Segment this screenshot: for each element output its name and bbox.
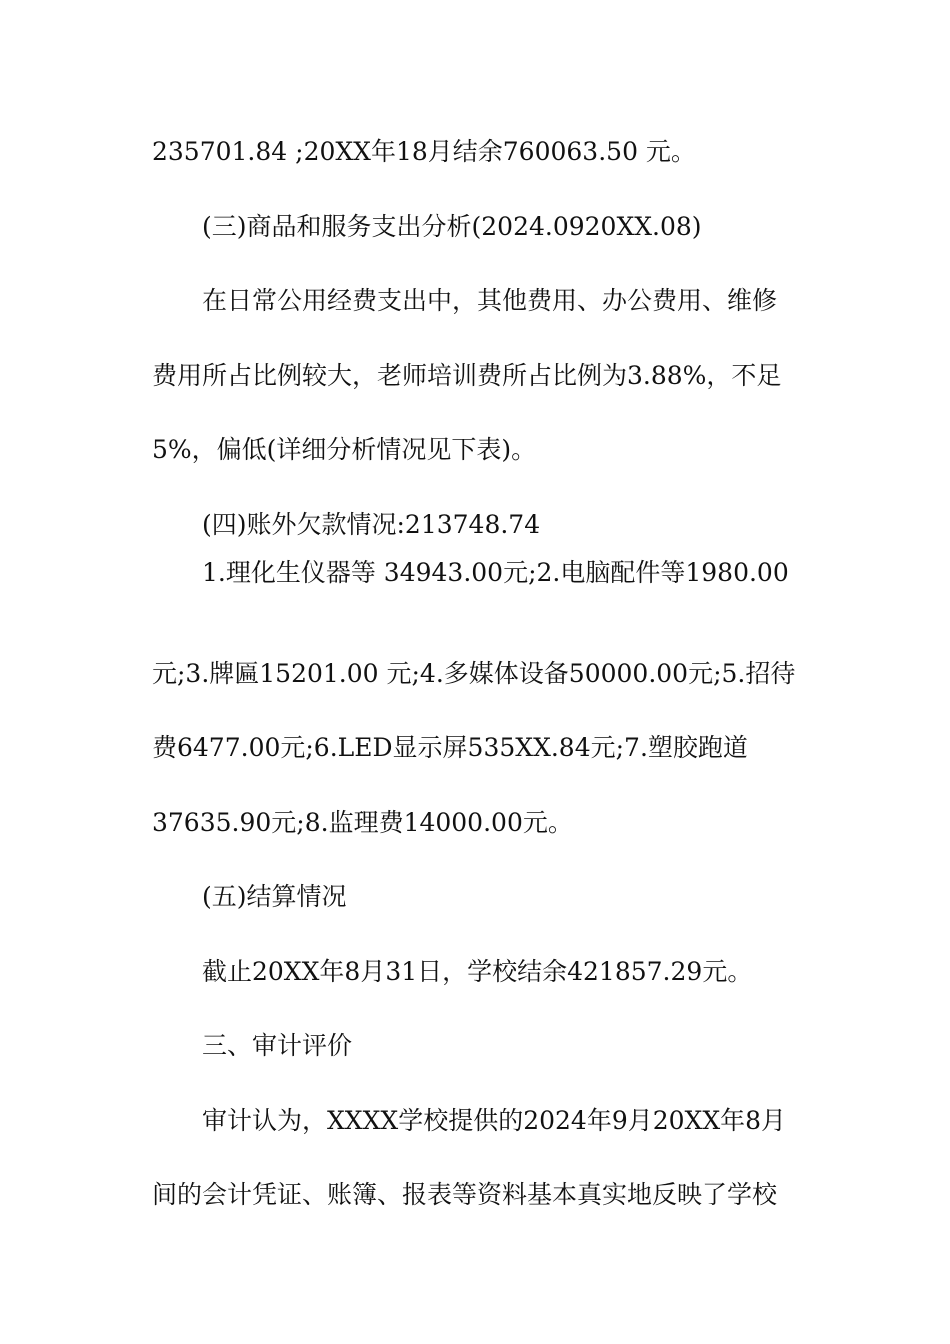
text-line-3: 在日常公用经费支出中，其他费用、办公费用、维修: [202, 286, 778, 315]
text-line-4: 费用所占比例较大，老师培训费所占比例为3.88%，不足: [152, 361, 782, 390]
text-line-8: 元;3.牌匾15201.00 元;4.多媒体设备50000.00元;5.招待: [152, 659, 796, 688]
section-heading-audit-evaluation: 三、审计评价: [202, 1031, 353, 1060]
section-heading-settlement: (五)结算情况: [202, 882, 347, 911]
text-line-1: 235701.84 ;20XX年18月结余760063.50 元。: [152, 137, 696, 166]
section-heading-goods-services: (三)商品和服务支出分析(2024.0920XX.08): [202, 212, 702, 241]
section-heading-off-book-debts: (四)账外欠款情况:213748.74: [202, 510, 541, 539]
text-line-14: 审计认为，XXXX学校提供的2024年9月20XX年8月: [202, 1106, 787, 1135]
text-line-7: 1.理化生仪器等 34943.00元;2.电脑配件等1980.00: [202, 558, 789, 587]
text-line-15: 间的会计凭证、账簿、报表等资料基本真实地反映了学校: [152, 1180, 778, 1209]
text-line-10: 37635.90元;8.监理费14000.00元。: [152, 808, 573, 837]
text-line-12: 截止20XX年8月31日，学校结余421857.29元。: [202, 957, 753, 986]
text-line-9: 费6477.00元;6.LED显示屏535XX.84元;7.塑胶跑道: [152, 733, 748, 762]
text-line-5: 5%，偏低(详细分析情况见下表)。: [152, 435, 537, 464]
